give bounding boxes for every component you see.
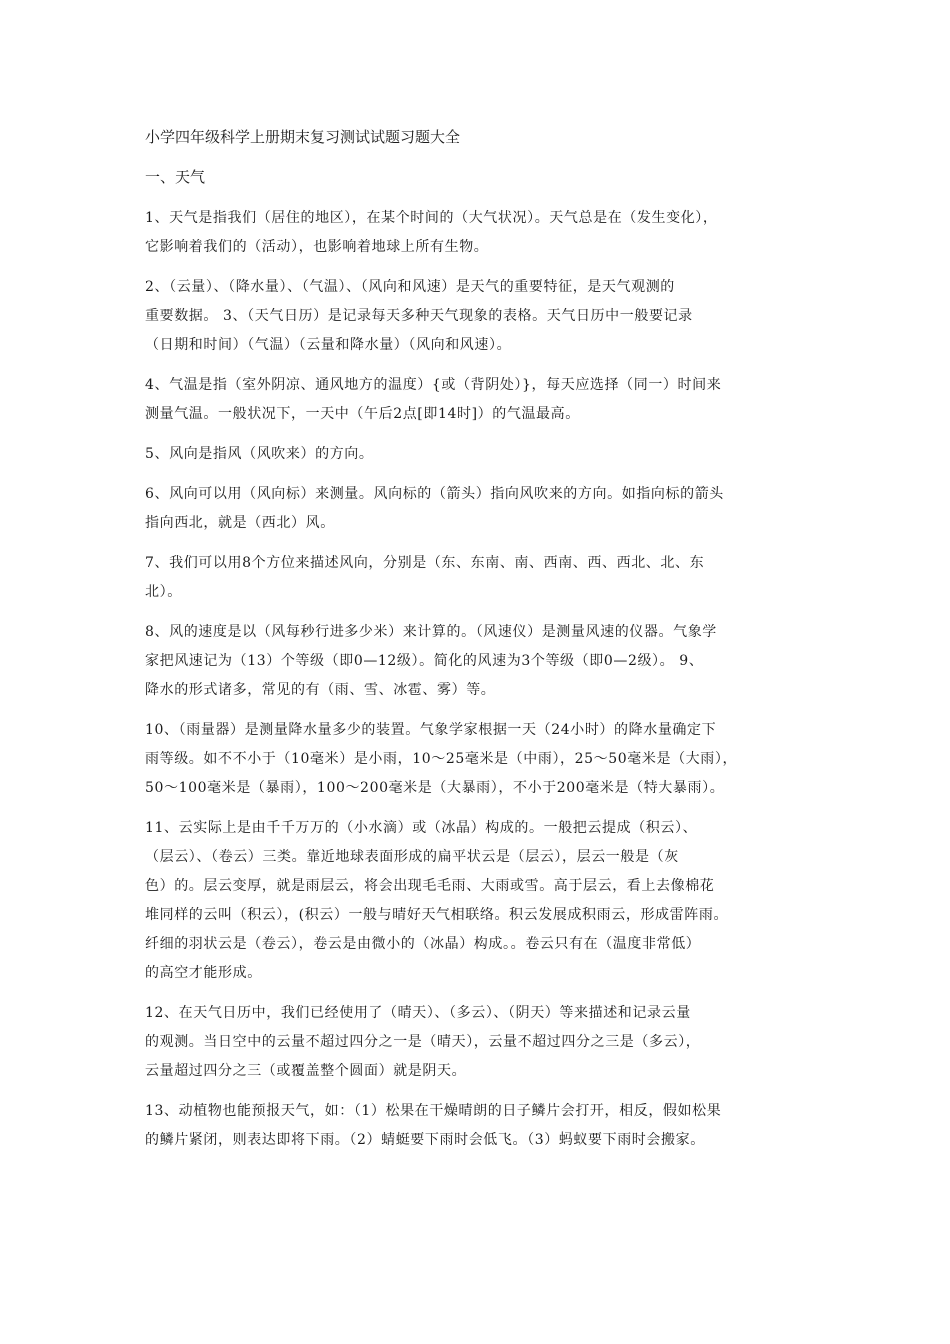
- paragraph: [145, 999, 815, 1086]
- paragraph-line: 重要数据。 3、（天气日历）是记录每天多种天气现象的表格。天气日历中一般要记录: [145, 308, 693, 324]
- paragraph-line: 色）的。层云变厚，就是雨层云，将会出现毛毛雨、大雨或雪。高于层云，看上去像棉花: [145, 878, 715, 894]
- paragraph: [145, 204, 815, 262]
- paragraph: [145, 273, 815, 360]
- paragraph-line: 家把风速记为（13）个等级（即0—12级）。简化的风速为3个等级（即0—2级）。 9、: [145, 653, 704, 669]
- paragraph-line: 指向西北，就是（西北）风。: [145, 515, 335, 531]
- paragraph-line: 的鳞片紧闭，则表达即将下雨。（2）蜻蜓要下雨时会低飞。（3）蚂蚁要下雨时会搬家。: [145, 1132, 705, 1148]
- paragraph-line: 降水的形式诸多，常见的有（雨、雪、冰雹、雾）等。: [145, 682, 496, 698]
- paragraph-line: （日期和时间）（气温）（云量和降水量）（风向和风速）。: [145, 337, 512, 353]
- paragraph-line: 堆同样的云叫（积云），(积云）一般与晴好天气相联络。积云发展成积雨云，形成雷阵雨。: [145, 907, 729, 923]
- paragraph-line: 12、在天气日历中，我们已经使用了（晴天）、（多云）、（阴天）等来描述和记录云量: [145, 1005, 691, 1021]
- paragraph-line: 10、（雨量器）是测量降水量多少的装置。气象学家根据一天（24小时）的降水量确定下: [145, 722, 717, 738]
- paragraph-line: 7、我们可以用8个方位来描述风向，分别是（东、东南、南、西南、西、西北、北、东: [145, 555, 705, 571]
- paragraph: [145, 814, 815, 988]
- document-page: [145, 126, 815, 1166]
- paragraph-line: 的观测。当日空中的云量不超过四分之一是（晴天），云量不超过四分之三是（多云），: [145, 1034, 701, 1050]
- paragraph: [145, 440, 815, 469]
- paragraph-line: 2、（云量）、（降水量）、（气温）、（风向和风速）是天气的重要特征，是天气观测的: [145, 279, 675, 295]
- paragraph-line: 50～100毫米是（暴雨），100～200毫米是（大暴雨），不小于200毫米是（特大暴雨）。: [145, 780, 725, 796]
- paragraph-line: 1、天气是指我们（居住的地区），在某个时间的（大气状况）。天气总是在（发生变化），: [145, 210, 718, 226]
- paragraph-line: 6、风向可以用（风向标）来测量。风向标的（箭头）指向风吹来的方向。如指向标的箭头: [145, 486, 724, 502]
- paragraph-line: 它影响着我们的（活动），也影响着地球上所有生物。: [145, 239, 489, 255]
- paragraph-line: 雨等级。如不不小于（10毫米）是小雨，10～25毫米是（中雨），25～50毫米是（大雨），: [145, 751, 738, 767]
- paragraph: [145, 1097, 815, 1155]
- paragraph: [145, 371, 815, 429]
- paragraph: [145, 618, 815, 705]
- paragraph-line: 5、风向是指风（风吹来）的方向。: [145, 446, 374, 462]
- paragraph-line: 8、风的速度是以（风每秒行进多少米）来计算的。（风速仪）是测量风速的仪器。气象学: [145, 624, 717, 640]
- paragraph-line: 测量气温。一般状况下，一天中（午后2点[即14时]）的气温最高。: [145, 406, 580, 422]
- paragraph-line: 的高空才能形成。: [145, 965, 262, 981]
- paragraph-list: [145, 204, 815, 1155]
- paragraph-line: 11、云实际上是由千千万万的（小水滴）或（冰晶）构成的。一般把云提成（积云）、: [145, 820, 698, 836]
- document-title: 小学四年级科学上册期末复习测试试题习题大全: [145, 128, 461, 146]
- paragraph-line: 4、气温是指（室外阴凉、通风地方的温度）{或（背阴处）}，每天应选择（同一）时间来: [145, 377, 722, 393]
- paragraph-line: 13、动植物也能预报天气，如：（1）松果在干燥晴朗的日子鳞片会打开，相反，假如松果: [145, 1103, 722, 1119]
- section-heading: 一、天气: [145, 168, 206, 186]
- paragraph: [145, 716, 815, 803]
- paragraph-line: （层云）、（卷云）三类。靠近地球表面形成的扁平状云是（层云），层云一般是（灰: [145, 849, 679, 865]
- paragraph-line: 云量超过四分之三（或覆盖整个圆面）就是阴天。: [145, 1063, 467, 1079]
- paragraph: [145, 549, 815, 607]
- paragraph-line: 北）。: [145, 584, 182, 600]
- paragraph: [145, 480, 815, 538]
- paragraph-line: 纤细的羽状云是（卷云），卷云是由微小的（冰晶）构成。。卷云只有在（温度非常低）: [145, 936, 701, 952]
